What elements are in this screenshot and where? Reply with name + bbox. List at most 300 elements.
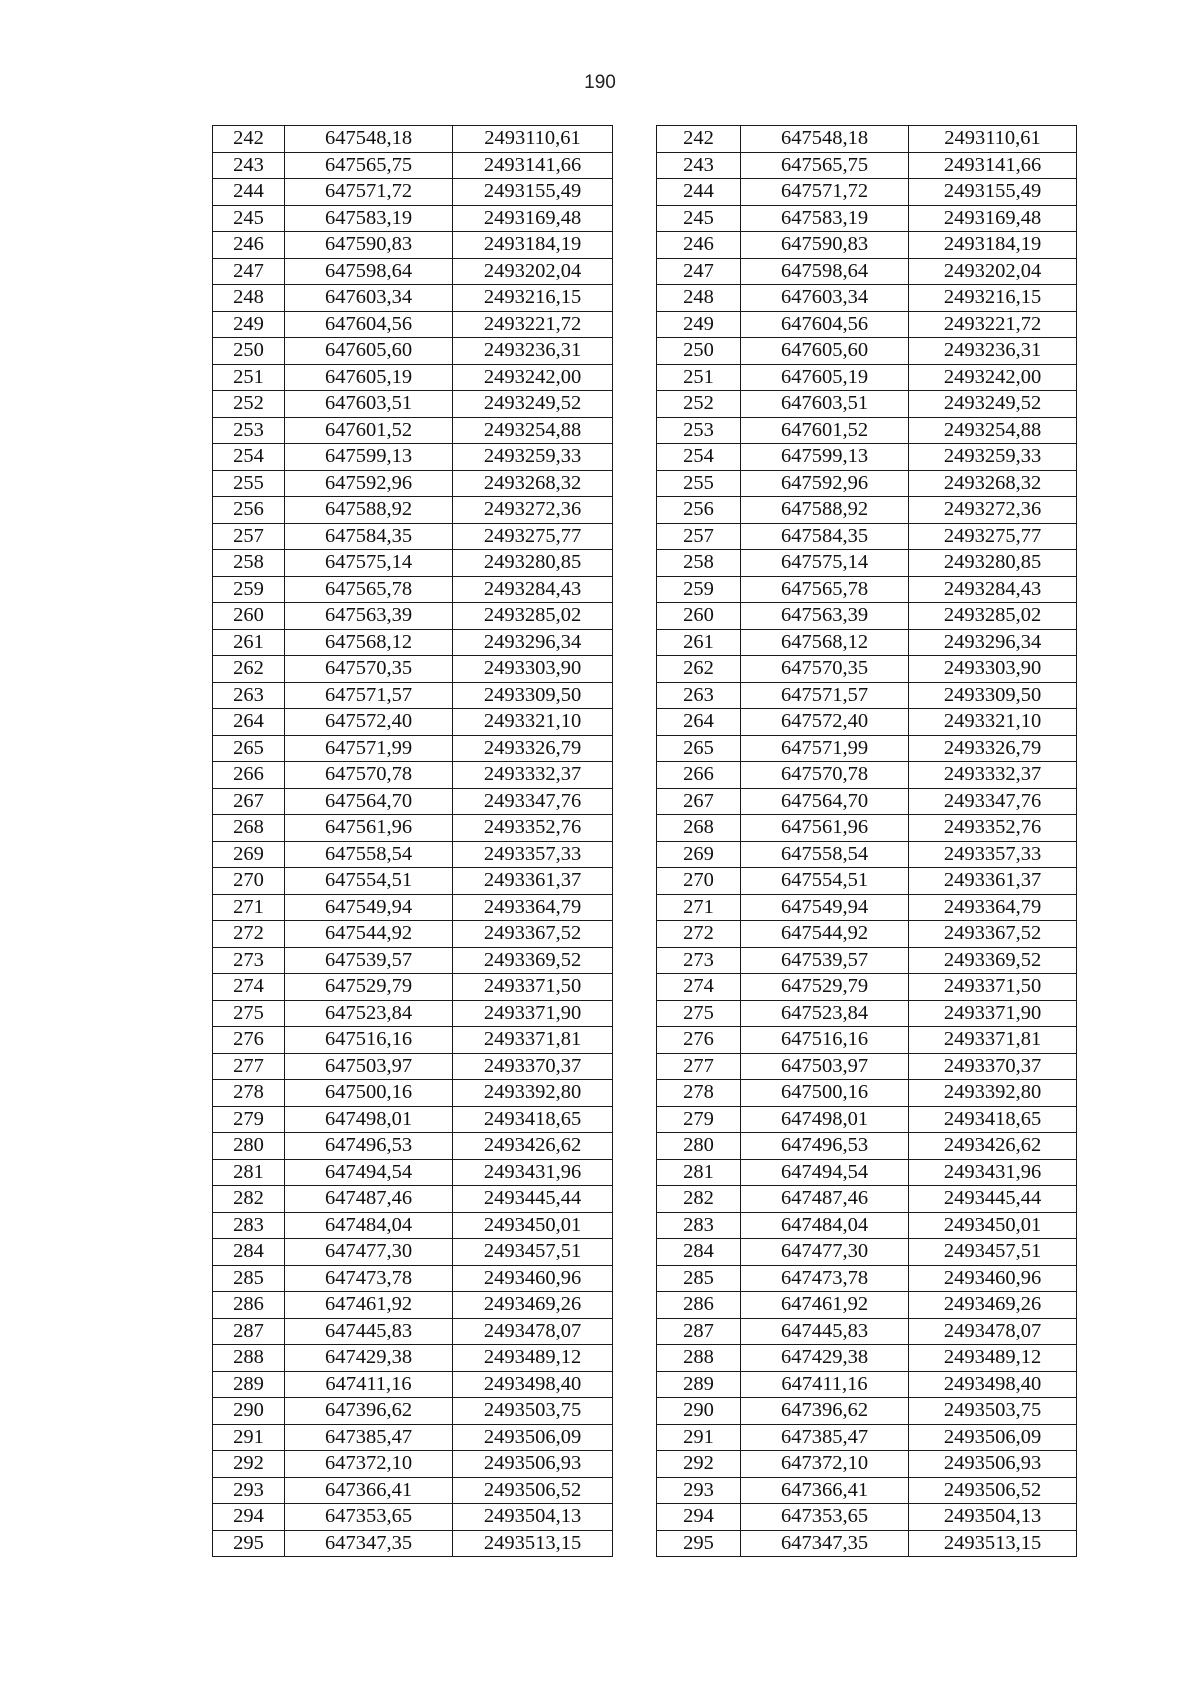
x-coordinate-left-cell: 647477,30 [285,1239,453,1266]
column-gap [613,126,657,153]
x-coordinate-right-cell: 647539,57 [741,947,909,974]
y-coordinate-right-cell: 2493202,04 [909,258,1077,285]
column-gap [613,1080,657,1107]
x-coordinate-right-cell: 647487,46 [741,1186,909,1213]
point-number-left-cell: 283 [213,1212,285,1239]
point-number-left-cell: 264 [213,709,285,736]
x-coordinate-right-cell: 647477,30 [741,1239,909,1266]
point-number-right-cell: 247 [657,258,741,285]
column-gap [613,1133,657,1160]
point-number-right-cell: 260 [657,603,741,630]
point-number-right-cell: 253 [657,417,741,444]
column-gap [613,735,657,762]
table-row [213,1530,1077,1557]
x-coordinate-left-cell: 647598,64 [285,258,453,285]
x-coordinate-right-cell: 647498,01 [741,1106,909,1133]
point-number-right-cell: 243 [657,152,741,179]
y-coordinate-right-cell: 2493361,37 [909,868,1077,895]
x-coordinate-right-cell: 647347,35 [741,1530,909,1557]
table-row [213,258,1077,285]
table-row [213,762,1077,789]
point-number-left-cell: 280 [213,1133,285,1160]
y-coordinate-right-cell: 2493110,61 [909,126,1077,153]
x-coordinate-right-cell: 647588,92 [741,497,909,524]
x-coordinate-left-cell: 647564,70 [285,788,453,815]
column-gap [613,921,657,948]
x-coordinate-left-cell: 647473,78 [285,1265,453,1292]
point-number-right-cell: 263 [657,682,741,709]
y-coordinate-right-cell: 2493141,66 [909,152,1077,179]
point-number-left-cell: 258 [213,550,285,577]
y-coordinate-right-cell: 2493155,49 [909,179,1077,206]
table-row [213,391,1077,418]
y-coordinate-left-cell: 2493503,75 [453,1398,613,1425]
point-number-right-cell: 250 [657,338,741,365]
y-coordinate-left-cell: 2493371,50 [453,974,613,1001]
y-coordinate-right-cell: 2493431,96 [909,1159,1077,1186]
column-gap [613,1239,657,1266]
table-row [213,788,1077,815]
y-coordinate-left-cell: 2493347,76 [453,788,613,815]
x-coordinate-right-cell: 647523,84 [741,1000,909,1027]
x-coordinate-right-cell: 647571,72 [741,179,909,206]
x-coordinate-left-cell: 647601,52 [285,417,453,444]
point-number-right-cell: 259 [657,576,741,603]
column-gap [613,1265,657,1292]
x-coordinate-left-cell: 647366,41 [285,1477,453,1504]
point-number-right-cell: 244 [657,179,741,206]
point-number-left-cell: 272 [213,921,285,948]
x-coordinate-left-cell: 647563,39 [285,603,453,630]
y-coordinate-right-cell: 2493280,85 [909,550,1077,577]
y-coordinate-left-cell: 2493284,43 [453,576,613,603]
point-number-left-cell: 255 [213,470,285,497]
point-number-left-cell: 257 [213,523,285,550]
y-coordinate-left-cell: 2493506,09 [453,1424,613,1451]
table-row [213,205,1077,232]
y-coordinate-right-cell: 2493503,75 [909,1398,1077,1425]
table-row [213,603,1077,630]
point-number-left-cell: 261 [213,629,285,656]
y-coordinate-left-cell: 2493369,52 [453,947,613,974]
point-number-left-cell: 252 [213,391,285,418]
y-coordinate-left-cell: 2493169,48 [453,205,613,232]
y-coordinate-right-cell: 2493249,52 [909,391,1077,418]
y-coordinate-left-cell: 2493361,37 [453,868,613,895]
y-coordinate-right-cell: 2493426,62 [909,1133,1077,1160]
x-coordinate-right-cell: 647568,12 [741,629,909,656]
table-row [213,1133,1077,1160]
point-number-left-cell: 256 [213,497,285,524]
y-coordinate-right-cell: 2493254,88 [909,417,1077,444]
table-row [213,1292,1077,1319]
point-number-right-cell: 292 [657,1451,741,1478]
y-coordinate-right-cell: 2493352,76 [909,815,1077,842]
x-coordinate-left-cell: 647604,56 [285,311,453,338]
y-coordinate-right-cell: 2493169,48 [909,205,1077,232]
y-coordinate-left-cell: 2493445,44 [453,1186,613,1213]
x-coordinate-left-cell: 647523,84 [285,1000,453,1027]
x-coordinate-right-cell: 647529,79 [741,974,909,1001]
point-number-right-cell: 245 [657,205,741,232]
x-coordinate-right-cell: 647554,51 [741,868,909,895]
y-coordinate-left-cell: 2493110,61 [453,126,613,153]
x-coordinate-left-cell: 647588,92 [285,497,453,524]
x-coordinate-left-cell: 647599,13 [285,444,453,471]
x-coordinate-right-cell: 647503,97 [741,1053,909,1080]
table-row [213,1265,1077,1292]
y-coordinate-right-cell: 2493469,26 [909,1292,1077,1319]
column-gap [613,1345,657,1372]
point-number-right-cell: 287 [657,1318,741,1345]
y-coordinate-right-cell: 2493445,44 [909,1186,1077,1213]
column-gap [613,841,657,868]
y-coordinate-left-cell: 2493460,96 [453,1265,613,1292]
x-coordinate-left-cell: 647565,78 [285,576,453,603]
point-number-right-cell: 261 [657,629,741,656]
x-coordinate-right-cell: 647599,13 [741,444,909,471]
column-gap [613,1477,657,1504]
x-coordinate-right-cell: 647496,53 [741,1133,909,1160]
x-coordinate-left-cell: 647429,38 [285,1345,453,1372]
point-number-left-cell: 276 [213,1027,285,1054]
point-number-right-cell: 271 [657,894,741,921]
point-number-right-cell: 295 [657,1530,741,1557]
x-coordinate-left-cell: 647411,16 [285,1371,453,1398]
y-coordinate-right-cell: 2493321,10 [909,709,1077,736]
table-row [213,1398,1077,1425]
y-coordinate-left-cell: 2493285,02 [453,603,613,630]
y-coordinate-right-cell: 2493296,34 [909,629,1077,656]
x-coordinate-right-cell: 647366,41 [741,1477,909,1504]
x-coordinate-right-cell: 647353,65 [741,1504,909,1531]
y-coordinate-right-cell: 2493506,52 [909,1477,1077,1504]
point-number-left-cell: 277 [213,1053,285,1080]
y-coordinate-right-cell: 2493498,40 [909,1371,1077,1398]
column-gap [613,152,657,179]
y-coordinate-right-cell: 2493268,32 [909,470,1077,497]
y-coordinate-right-cell: 2493242,00 [909,364,1077,391]
y-coordinate-right-cell: 2493506,93 [909,1451,1077,1478]
y-coordinate-right-cell: 2493326,79 [909,735,1077,762]
point-number-right-cell: 256 [657,497,741,524]
point-number-right-cell: 283 [657,1212,741,1239]
y-coordinate-left-cell: 2493478,07 [453,1318,613,1345]
point-number-right-cell: 242 [657,126,741,153]
table-row [213,1000,1077,1027]
y-coordinate-right-cell: 2493504,13 [909,1504,1077,1531]
x-coordinate-left-cell: 647544,92 [285,921,453,948]
x-coordinate-left-cell: 647583,19 [285,205,453,232]
y-coordinate-right-cell: 2493309,50 [909,682,1077,709]
y-coordinate-left-cell: 2493326,79 [453,735,613,762]
point-number-right-cell: 289 [657,1371,741,1398]
x-coordinate-right-cell: 647429,38 [741,1345,909,1372]
point-number-left-cell: 273 [213,947,285,974]
point-number-left-cell: 286 [213,1292,285,1319]
y-coordinate-left-cell: 2493268,32 [453,470,613,497]
point-number-left-cell: 294 [213,1504,285,1531]
y-coordinate-left-cell: 2493202,04 [453,258,613,285]
table-row [213,947,1077,974]
x-coordinate-right-cell: 647385,47 [741,1424,909,1451]
y-coordinate-left-cell: 2493242,00 [453,364,613,391]
point-number-left-cell: 274 [213,974,285,1001]
y-coordinate-right-cell: 2493284,43 [909,576,1077,603]
y-coordinate-right-cell: 2493285,02 [909,603,1077,630]
column-gap [613,815,657,842]
column-gap [613,1398,657,1425]
y-coordinate-left-cell: 2493254,88 [453,417,613,444]
y-coordinate-left-cell: 2493309,50 [453,682,613,709]
column-gap [613,709,657,736]
x-coordinate-left-cell: 647603,34 [285,285,453,312]
y-coordinate-right-cell: 2493450,01 [909,1212,1077,1239]
column-gap [613,1318,657,1345]
table-row [213,311,1077,338]
point-number-left-cell: 263 [213,682,285,709]
x-coordinate-right-cell: 647572,40 [741,709,909,736]
point-number-left-cell: 251 [213,364,285,391]
point-number-left-cell: 246 [213,232,285,259]
column-gap [613,1451,657,1478]
point-number-right-cell: 273 [657,947,741,974]
point-number-left-cell: 244 [213,179,285,206]
y-coordinate-right-cell: 2493371,50 [909,974,1077,1001]
point-number-right-cell: 284 [657,1239,741,1266]
table-row [213,894,1077,921]
point-number-left-cell: 262 [213,656,285,683]
point-number-right-cell: 248 [657,285,741,312]
y-coordinate-left-cell: 2493280,85 [453,550,613,577]
table-row [213,1106,1077,1133]
point-number-right-cell: 265 [657,735,741,762]
point-number-right-cell: 281 [657,1159,741,1186]
point-number-left-cell: 247 [213,258,285,285]
x-coordinate-left-cell: 647570,78 [285,762,453,789]
y-coordinate-left-cell: 2493392,80 [453,1080,613,1107]
y-coordinate-right-cell: 2493364,79 [909,894,1077,921]
point-number-left-cell: 291 [213,1424,285,1451]
table-row [213,285,1077,312]
y-coordinate-right-cell: 2493478,07 [909,1318,1077,1345]
y-coordinate-right-cell: 2493357,33 [909,841,1077,868]
table-row [213,152,1077,179]
table-row [213,1239,1077,1266]
point-number-right-cell: 282 [657,1186,741,1213]
y-coordinate-left-cell: 2493236,31 [453,338,613,365]
table-row [213,1371,1077,1398]
column-gap [613,947,657,974]
x-coordinate-right-cell: 647516,16 [741,1027,909,1054]
x-coordinate-left-cell: 647385,47 [285,1424,453,1451]
y-coordinate-left-cell: 2493498,40 [453,1371,613,1398]
point-number-right-cell: 290 [657,1398,741,1425]
point-number-left-cell: 288 [213,1345,285,1372]
y-coordinate-left-cell: 2493272,36 [453,497,613,524]
x-coordinate-right-cell: 647564,70 [741,788,909,815]
column-gap [613,762,657,789]
column-gap [613,1424,657,1451]
x-coordinate-left-cell: 647561,96 [285,815,453,842]
point-number-right-cell: 254 [657,444,741,471]
y-coordinate-left-cell: 2493357,33 [453,841,613,868]
table-row [213,1159,1077,1186]
column-gap [613,629,657,656]
table-row [213,1477,1077,1504]
x-coordinate-left-cell: 647575,14 [285,550,453,577]
column-gap [613,205,657,232]
column-gap [613,497,657,524]
x-coordinate-right-cell: 647590,83 [741,232,909,259]
x-coordinate-right-cell: 647575,14 [741,550,909,577]
point-number-left-cell: 275 [213,1000,285,1027]
y-coordinate-left-cell: 2493450,01 [453,1212,613,1239]
x-coordinate-right-cell: 647598,64 [741,258,909,285]
column-gap [613,1027,657,1054]
point-number-left-cell: 289 [213,1371,285,1398]
table-row [213,1504,1077,1531]
x-coordinate-left-cell: 647396,62 [285,1398,453,1425]
column-gap [613,1000,657,1027]
x-coordinate-left-cell: 647529,79 [285,974,453,1001]
point-number-left-cell: 271 [213,894,285,921]
point-number-left-cell: 249 [213,311,285,338]
table-row [213,550,1077,577]
y-coordinate-left-cell: 2493141,66 [453,152,613,179]
table-row [213,735,1077,762]
column-gap [613,470,657,497]
point-number-left-cell: 268 [213,815,285,842]
y-coordinate-right-cell: 2493216,15 [909,285,1077,312]
y-coordinate-right-cell: 2493272,36 [909,497,1077,524]
point-number-right-cell: 286 [657,1292,741,1319]
coordinates-table-body [213,126,1077,1557]
x-coordinate-left-cell: 647572,40 [285,709,453,736]
point-number-left-cell: 278 [213,1080,285,1107]
x-coordinate-left-cell: 647549,94 [285,894,453,921]
y-coordinate-right-cell: 2493371,90 [909,1000,1077,1027]
column-gap [613,179,657,206]
table-row [213,1318,1077,1345]
point-number-right-cell: 252 [657,391,741,418]
x-coordinate-right-cell: 647548,18 [741,126,909,153]
point-number-right-cell: 278 [657,1080,741,1107]
point-number-left-cell: 279 [213,1106,285,1133]
point-number-right-cell: 246 [657,232,741,259]
column-gap [613,391,657,418]
table-row [213,1424,1077,1451]
y-coordinate-left-cell: 2493296,34 [453,629,613,656]
x-coordinate-left-cell: 647565,75 [285,152,453,179]
column-gap [613,232,657,259]
y-coordinate-left-cell: 2493504,13 [453,1504,613,1531]
page-number: 190 [584,72,616,93]
x-coordinate-left-cell: 647584,35 [285,523,453,550]
x-coordinate-left-cell: 647590,83 [285,232,453,259]
y-coordinate-left-cell: 2493506,93 [453,1451,613,1478]
x-coordinate-left-cell: 647503,97 [285,1053,453,1080]
point-number-right-cell: 268 [657,815,741,842]
x-coordinate-right-cell: 647601,52 [741,417,909,444]
point-number-left-cell: 293 [213,1477,285,1504]
table-row [213,841,1077,868]
column-gap [613,868,657,895]
table-row [213,470,1077,497]
y-coordinate-left-cell: 2493371,90 [453,1000,613,1027]
column-gap [613,444,657,471]
x-coordinate-left-cell: 647568,12 [285,629,453,656]
column-gap [613,682,657,709]
x-coordinate-right-cell: 647494,54 [741,1159,909,1186]
y-coordinate-right-cell: 2493457,51 [909,1239,1077,1266]
x-coordinate-left-cell: 647554,51 [285,868,453,895]
point-number-right-cell: 277 [657,1053,741,1080]
y-coordinate-right-cell: 2493506,09 [909,1424,1077,1451]
point-number-right-cell: 270 [657,868,741,895]
point-number-left-cell: 245 [213,205,285,232]
y-coordinate-right-cell: 2493371,81 [909,1027,1077,1054]
table-row [213,179,1077,206]
y-coordinate-left-cell: 2493371,81 [453,1027,613,1054]
coordinates-table [212,125,1077,1557]
point-number-right-cell: 288 [657,1345,741,1372]
y-coordinate-left-cell: 2493370,37 [453,1053,613,1080]
x-coordinate-left-cell: 647548,18 [285,126,453,153]
y-coordinate-right-cell: 2493392,80 [909,1080,1077,1107]
table-row [213,364,1077,391]
table-row [213,497,1077,524]
y-coordinate-left-cell: 2493506,52 [453,1477,613,1504]
x-coordinate-left-cell: 647571,57 [285,682,453,709]
y-coordinate-right-cell: 2493489,12 [909,1345,1077,1372]
point-number-left-cell: 259 [213,576,285,603]
x-coordinate-right-cell: 647372,10 [741,1451,909,1478]
x-coordinate-right-cell: 647583,19 [741,205,909,232]
x-coordinate-right-cell: 647571,99 [741,735,909,762]
point-number-right-cell: 251 [657,364,741,391]
x-coordinate-right-cell: 647549,94 [741,894,909,921]
x-coordinate-right-cell: 647558,54 [741,841,909,868]
point-number-right-cell: 258 [657,550,741,577]
point-number-left-cell: 260 [213,603,285,630]
table-row [213,1053,1077,1080]
point-number-left-cell: 285 [213,1265,285,1292]
x-coordinate-left-cell: 647496,53 [285,1133,453,1160]
x-coordinate-right-cell: 647565,75 [741,152,909,179]
column-gap [613,338,657,365]
x-coordinate-right-cell: 647592,96 [741,470,909,497]
point-number-left-cell: 254 [213,444,285,471]
point-number-right-cell: 280 [657,1133,741,1160]
x-coordinate-left-cell: 647603,51 [285,391,453,418]
point-number-left-cell: 253 [213,417,285,444]
point-number-left-cell: 242 [213,126,285,153]
point-number-right-cell: 257 [657,523,741,550]
x-coordinate-left-cell: 647605,60 [285,338,453,365]
table-row [213,682,1077,709]
x-coordinate-left-cell: 647605,19 [285,364,453,391]
point-number-right-cell: 264 [657,709,741,736]
x-coordinate-left-cell: 647539,57 [285,947,453,974]
table-row [213,709,1077,736]
table-row [213,444,1077,471]
x-coordinate-right-cell: 647570,78 [741,762,909,789]
point-number-right-cell: 279 [657,1106,741,1133]
table-row [213,974,1077,1001]
y-coordinate-left-cell: 2493457,51 [453,1239,613,1266]
y-coordinate-left-cell: 2493513,15 [453,1530,613,1557]
